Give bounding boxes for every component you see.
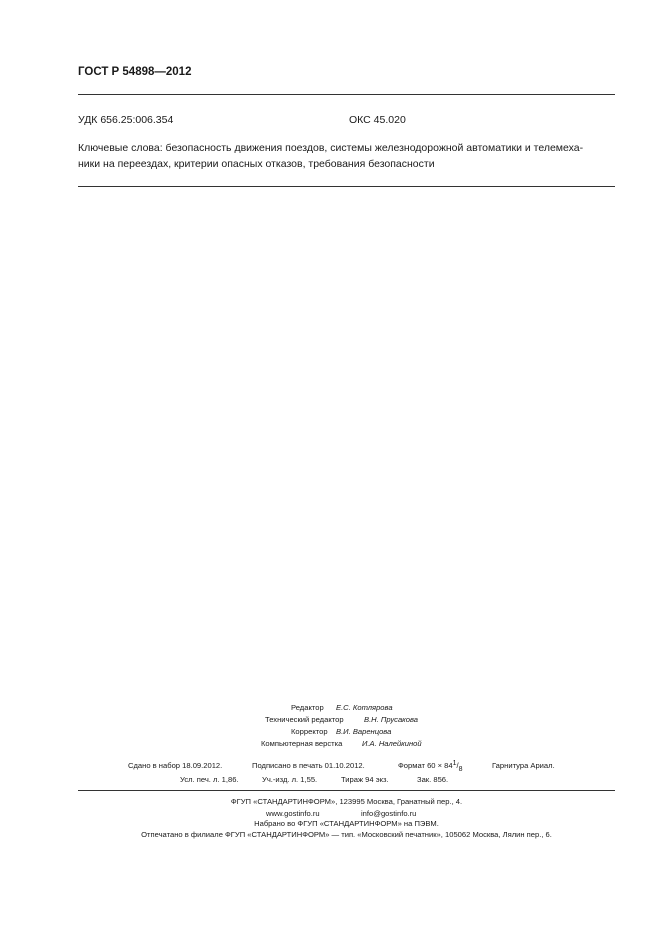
publisher-address: ФГУП «СТАНДАРТИНФОРМ», 123995 Москва, Гранатный пер., 4. [230, 797, 463, 806]
credit-layout-label: Компьютерная верстка [261, 739, 343, 748]
keywords-divider [78, 186, 615, 187]
imprint-divider [78, 790, 615, 791]
imprint-format-prefix: Формат 60 × 84 [398, 761, 453, 770]
publisher-site-link[interactable]: www.gostinfo.ru [266, 809, 320, 818]
keywords-line-2: ники на переездах, критерии опасных отказов, требования безопасности [78, 157, 435, 170]
imprint-typeface: Гарнитура Ариал. [492, 761, 555, 770]
imprint-signed-print: Подписано в печать 01.10.2012. [252, 761, 365, 770]
credit-tech-editor-value: В.Н. Прусакова [364, 715, 418, 724]
keywords-line-1: Ключевые слова: безопасность движения поездов, системы железнодорожной автоматики и телемеха- [78, 142, 584, 154]
oks-code: ОКС 45.020 [349, 114, 406, 126]
imprint-order: Зак. 856. [417, 775, 449, 784]
udk-code: УДК 656.25:006.354 [78, 114, 174, 126]
imprint-format-denominator: 8 [458, 766, 463, 773]
publisher-printing-note: Отпечатано в филиале ФГУП «СТАНДАРТИНФОРМ» — тип. «Московский печатник», 105062 Москва, Лялин пер., 6. [141, 830, 552, 839]
credit-layout-value: И.А. Налейкиной [362, 739, 422, 748]
imprint-pub-sheets: Уч.-изд. л. 1,55. [262, 775, 318, 784]
credit-tech-editor-label: Технический редактор [265, 715, 344, 724]
credit-proofreader-value: В.И. Варенцова [336, 727, 392, 736]
publisher-typeset-note: Набрано во ФГУП «СТАНДАРТИНФОРМ» на ПЭВМ. [254, 819, 439, 828]
credit-editor [0, 703, 661, 715]
imprint-run: Тираж 94 экз. [341, 775, 389, 784]
document-code: ГОСТ Р 54898—2012 [78, 66, 192, 78]
imprint-format-numerator: 1 [452, 760, 457, 767]
credit-editor-label: Редактор [291, 703, 324, 712]
imprint-format: Формат 60 × 841/8 [398, 760, 463, 773]
publisher-email-link[interactable]: info@gostinfo.ru [361, 809, 417, 818]
imprint-sent-to-set: Сдано в набор 18.09.2012. [128, 761, 223, 770]
imprint-print-sheets: Усл. печ. л. 1,86. [180, 775, 239, 784]
credit-editor-value: Е.С. Котлярова [336, 703, 393, 712]
credit-proofreader-label: Корректор [291, 727, 328, 736]
header-divider [78, 94, 615, 95]
keywords-paragraph [78, 141, 615, 172]
